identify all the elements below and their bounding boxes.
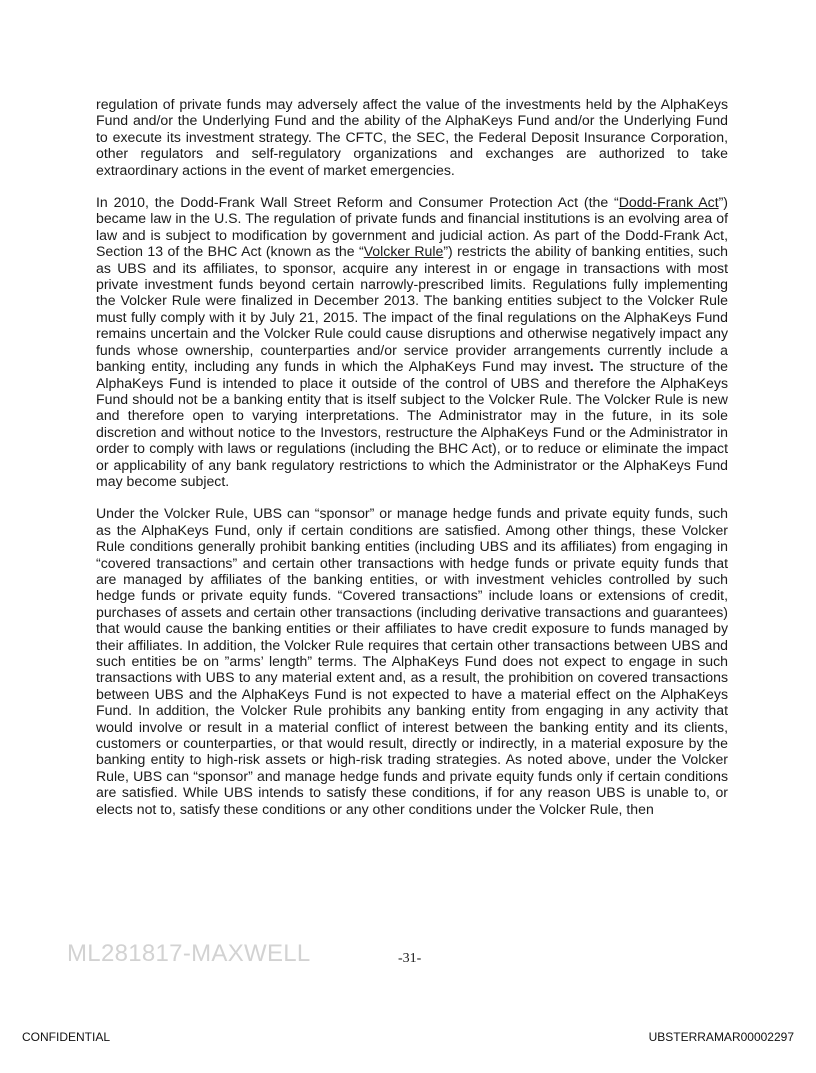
paragraph-2-text-part2: ”) became law in the U.S. The regulation of private funds and financial institutions is an evolving area of law and is subject to modification by government and judicial action. As part of the Dodd-Frank Act, Section 13 of the BHC Act (known as the “ — [96, 194, 728, 260]
paragraph-3 — [96, 505, 728, 817]
document-body — [96, 96, 728, 817]
bates-watermark: ML281817-MAXWELL — [67, 940, 311, 967]
paragraph-1-text: regulation of private funds may adversely affect the value of the investments held by the AlphaKeys Fund and/or the Underlying Fund and the ability of the AlphaKeys Fund and/or the Underlying Fund to execute its investment strategy. The CFTC, the SEC, the Federal Deposit Insurance Corporation, other regulators and self-regulatory organizations and exchanges are authorized to take extraordinary actions in the event of market emergencies. — [96, 96, 728, 178]
footer-bates-number: UBSTERRAMAR00002297 — [648, 1030, 794, 1044]
paragraph-1 — [96, 96, 728, 178]
footer-confidential-label: CONFIDENTIAL — [22, 1030, 111, 1044]
defined-term-volcker-rule: Volcker Rule — [363, 243, 444, 260]
paragraph-2-bold-period: . — [589, 358, 594, 375]
page-number: -31- — [398, 951, 422, 966]
paragraph-2-text-part3: ”) restricts the ability of banking entities, such as UBS and its affiliates, to sponsor, acquire any interest in or engage in transactions with most private investment funds beyond certain narrowly-prescribed limits. Regulations fully implementing the Volcker Rule were finalized in December 2013. The banking entities subject to the Volcker Rule must fully comply with it by July 21, 2015. The impact of the final regulations on the AlphaKeys Fund remains uncertain and the Volcker Rule could cause disruptions and otherwise negatively impact any funds whose ownership, counterparties and/or service provider arrangements currently include a banking entity, including any funds in which the AlphaKeys Fund may invest — [96, 243, 729, 375]
paragraph-2-text-part4: The structure of the AlphaKeys Fund is intended to place it outside of the control of UBS and therefore the AlphaKeys Fund should not be a banking entity that is itself subject to the Volcker Rule. The Volcker Rule is new and therefore open to varying interpretations. The Administrator may in the future, in its sole discretion and without notice to the Investors, restructure the AlphaKeys Fund or the Administrator in order to comply with laws or regulations (including the BHC Act), or to reduce or eliminate the impact or applicability of any bank regulatory restrictions to which the Administrator or the AlphaKeys Fund may become subject. — [96, 358, 728, 489]
paragraph-2-text-part1: In 2010, the Dodd-Frank Wall Street Reform and Consumer Protection Act (the “ — [96, 194, 619, 211]
paragraph-2 — [96, 194, 728, 489]
paragraph-3-text: Under the Volcker Rule, UBS can “sponsor” or manage hedge funds and private equity funds, such as the AlphaKeys Fund, only if certain conditions are satisfied. Among other things, these Volcker Rule conditions generally prohibit banking entities (including UBS and its affiliates) from engaging in “covered transactions” and certain other transactions with hedge funds or private equity funds that are managed by affiliates of the banking entities, or with investment vehicles controlled by such hedge funds or private equity funds. “Covered transactions” include loans or extensions of credit, purchases of assets and certain other transactions (including derivative transactions and guarantees) that would cause the banking entities or their affiliates to have credit exposure to funds managed by their affiliates. In addition, the Volcker Rule requires that certain other transactions between UBS and such entities be on ”arms’ length” terms. The AlphaKeys Fund does not expect to engage in such transactions with UBS to any material extent and, as a result, the prohibition on covered transactions between UBS and the AlphaKeys Fund is not expected to have a material effect on the AlphaKeys Fund. In addition, the Volcker Rule prohibits any banking entity from engaging in any activity that would involve or result in a material conflict of interest between the banking entity and its clients, customers or counterparties, or that would result, directly or indirectly, in a material exposure by the banking entity to high-risk assets or high-risk trading strategies. As noted above, under the Volcker Rule, UBS can “sponsor” and manage hedge funds and private equity funds only if certain conditions are satisfied. While UBS intends to satisfy these conditions, if for any reason UBS is unable to, or elects not to, satisfy these conditions or any other conditions under the Volcker Rule, then — [96, 505, 728, 817]
defined-term-dodd-frank-act: Dodd-Frank Act — [618, 194, 719, 211]
